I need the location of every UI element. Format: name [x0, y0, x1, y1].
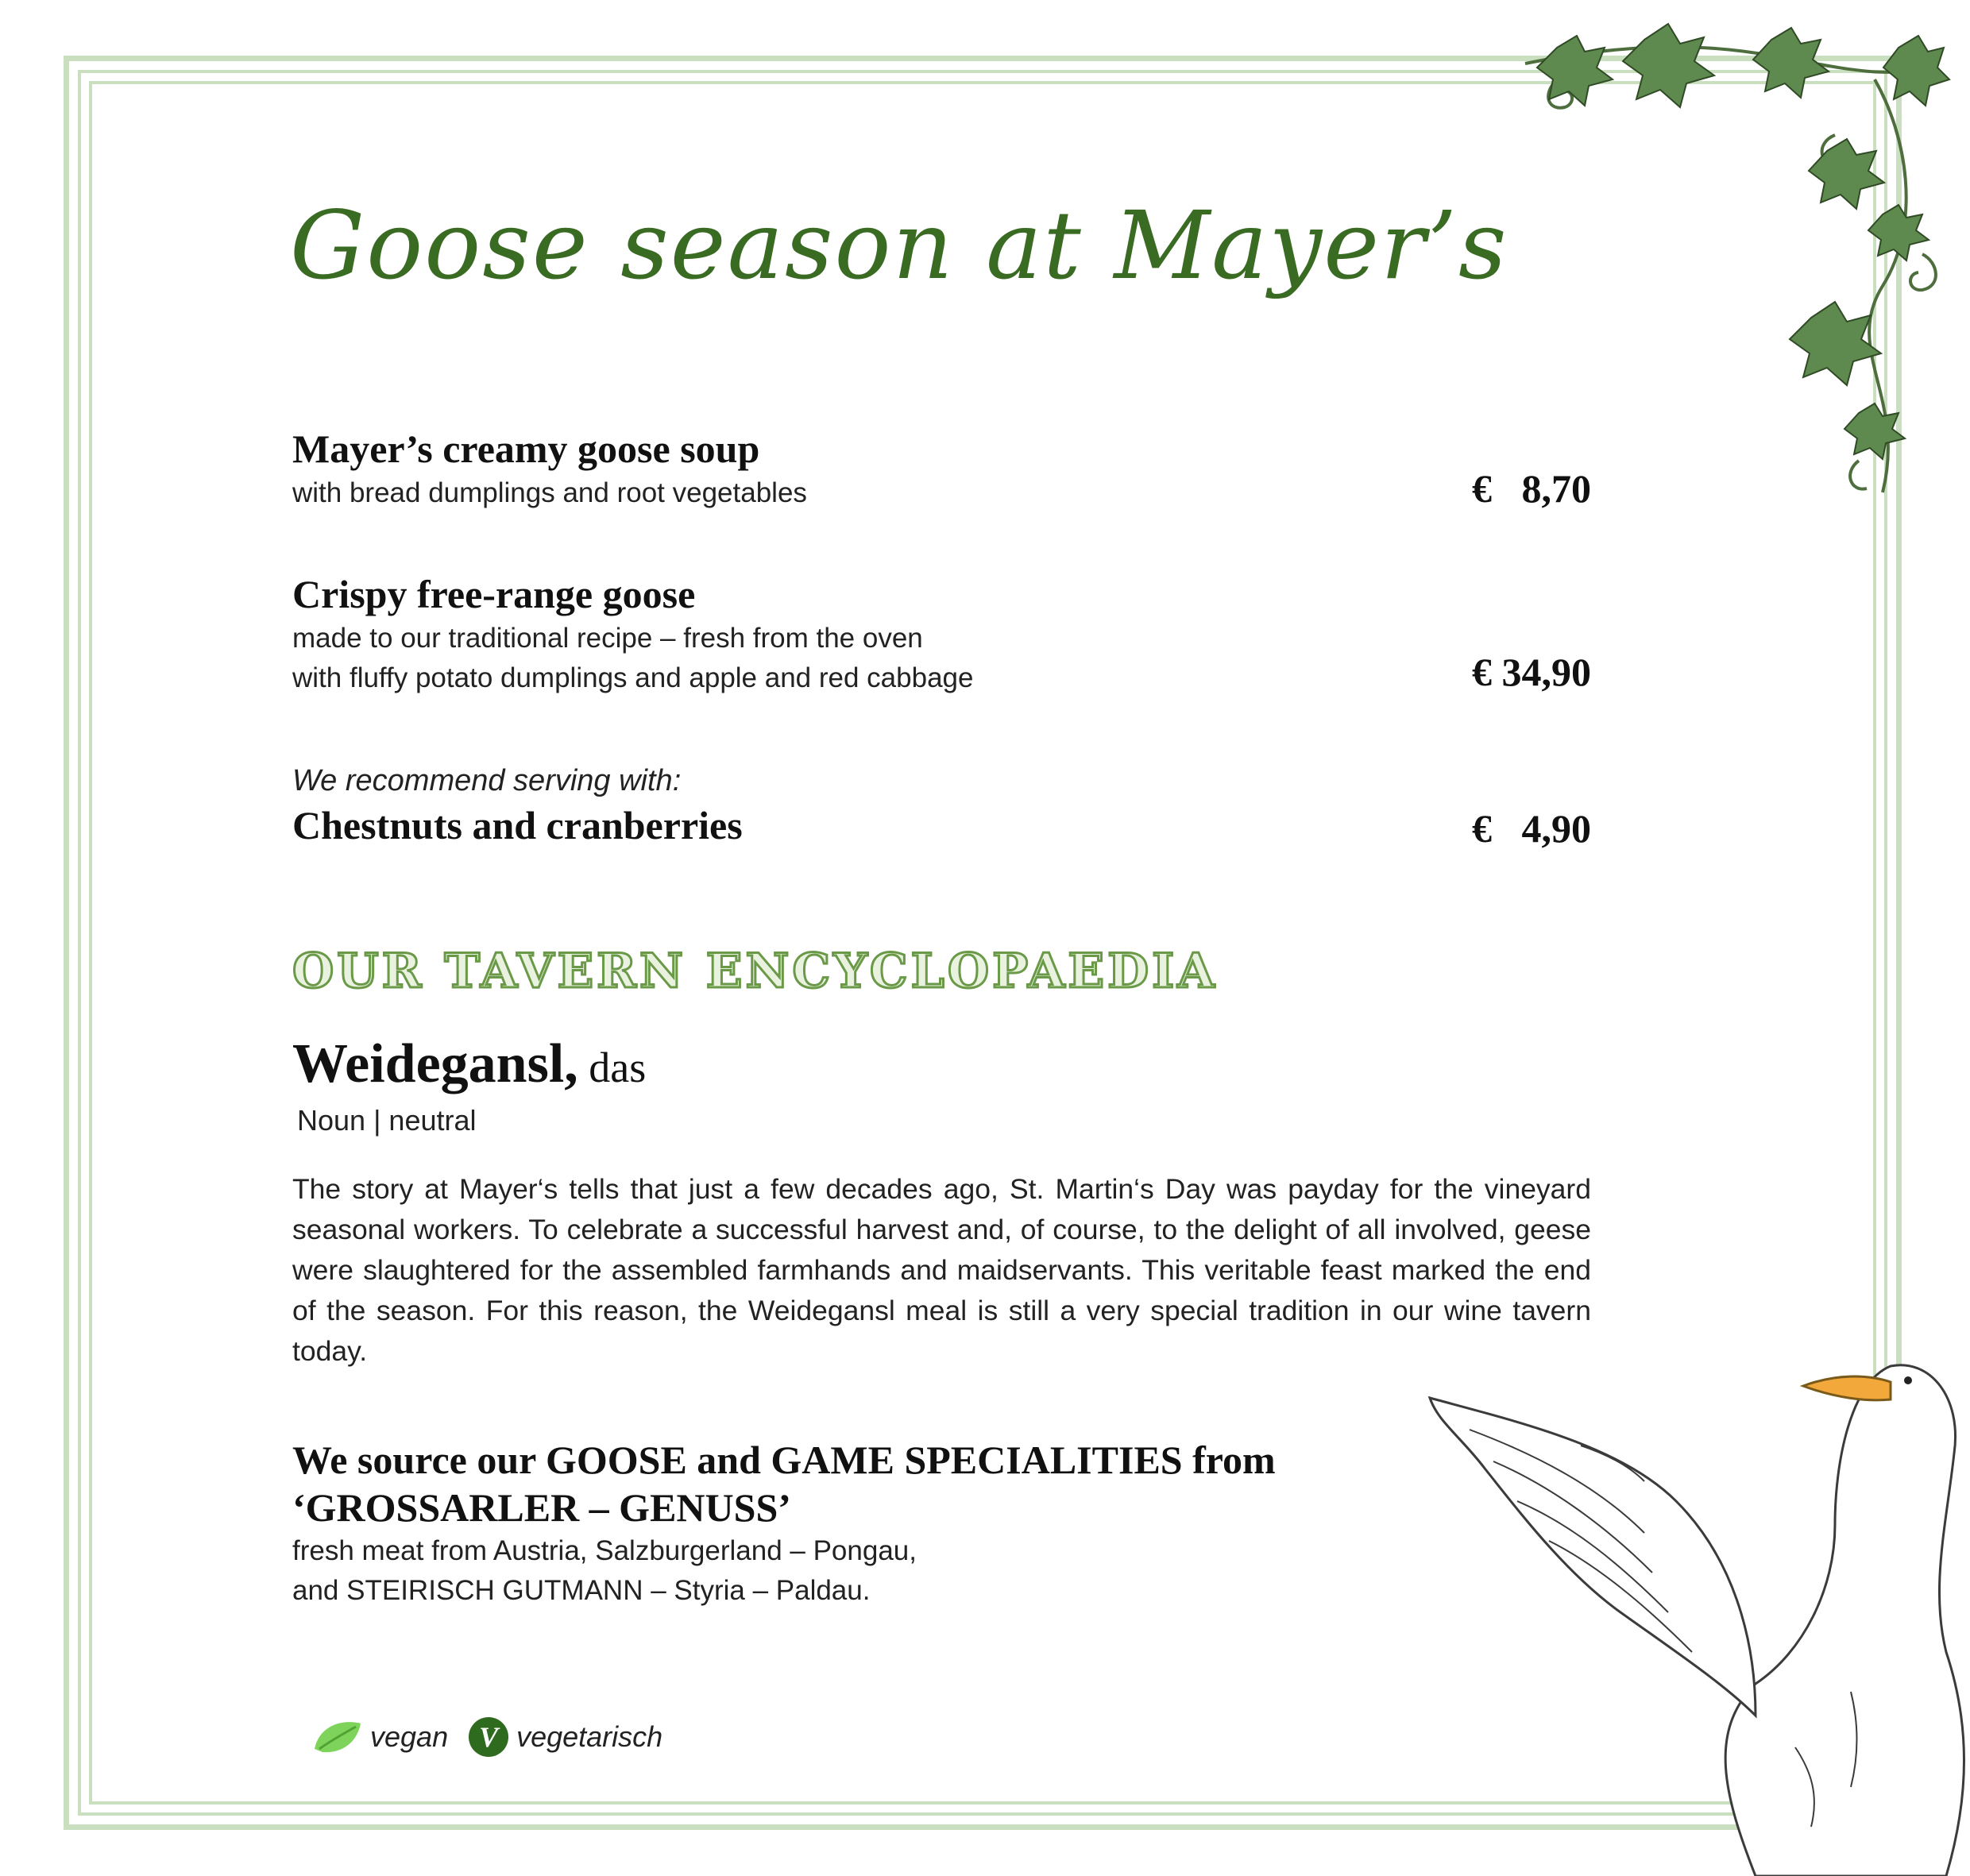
source-heading-line: We source our GOOSE and GAME SPECIALITIES from	[292, 1438, 1276, 1482]
goose-illustration	[1422, 1350, 1970, 1876]
entry-article: das	[577, 1044, 647, 1091]
item-name: Chestnuts and cranberries	[292, 803, 743, 847]
diet-legend	[311, 1717, 683, 1757]
item-description-line: with fluffy potato dumplings and apple and red cabbage	[292, 662, 974, 693]
menu-item-chestnuts	[292, 761, 1591, 850]
encyclopaedia-story: The story at Mayer‘s tells that just a few decades ago, St. Martin‘s Day was payday for the vineyard seasonal workers. To celebrate a successful harvest and, of course, to the delight of all involved, geese were slaughtered for the assembled farmhands and maidservants. This veritable feast marked the end of the season. For this reason, the Weidegansl meal is still a very special tradition in our wine tavern today.	[292, 1173, 1591, 1367]
item-intro: We recommend serving with:	[292, 764, 682, 797]
menu-item-crispy-goose	[292, 569, 1591, 698]
entry-word: Weidegansl,	[292, 1033, 578, 1094]
encyclopaedia-heading: OUR TAVERN ENCYCLOPAEDIA	[292, 944, 1218, 999]
item-description: with bread dumplings and root vegetables	[292, 477, 807, 508]
item-name: Crispy free-range goose	[292, 572, 696, 616]
legend-vegan	[311, 1717, 448, 1757]
source-section	[292, 1436, 1325, 1611]
item-price: € 34,90	[1472, 650, 1591, 694]
source-heading-line: ‘GROSSARLER – GENUSS’	[292, 1485, 791, 1530]
item-name: Mayer’s creamy goose soup	[292, 427, 760, 471]
item-description-line: made to our traditional recipe – fresh from the oven	[292, 623, 923, 654]
menu-item-goose-soup	[292, 424, 1591, 513]
item-price: € 8,70	[1472, 466, 1591, 511]
leaf-icon	[311, 1717, 364, 1757]
item-price: € 4,90	[1472, 806, 1591, 851]
source-description-line: and STEIRISCH GUTMANN – Styria – Paldau.	[292, 1575, 871, 1606]
legend-vegetarian	[469, 1717, 662, 1757]
legend-vegetarian-label: vegetarisch	[516, 1720, 663, 1753]
source-description-line: fresh meat from Austria, Salzburgerland – Pongau,	[292, 1535, 917, 1566]
legend-vegan-label: vegan	[370, 1720, 449, 1753]
vegetarian-icon: V	[469, 1717, 508, 1757]
menu-title: Goose season at Mayer’s	[290, 191, 1508, 300]
encyclopaedia-entry	[292, 1033, 646, 1096]
entry-grammar: Noun | neutral	[297, 1104, 477, 1137]
